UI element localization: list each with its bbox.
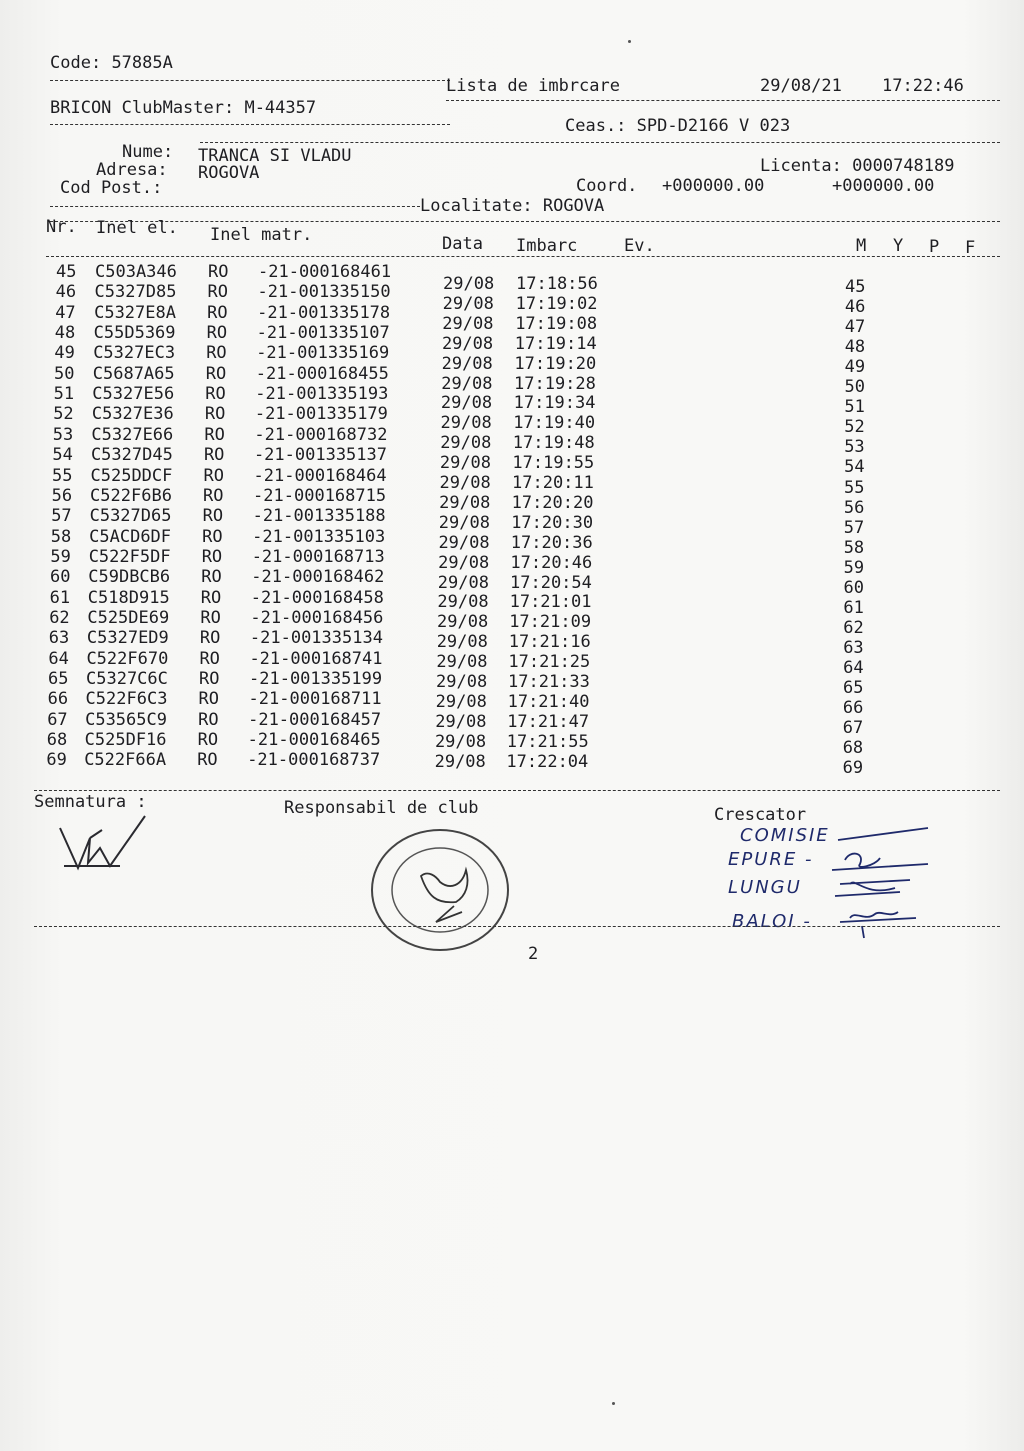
row-m: 55 (844, 477, 865, 498)
row-tara: RO (202, 526, 223, 547)
row-tara: RO (202, 506, 224, 527)
row-imbarc: 17:20:20 (511, 492, 594, 513)
divider (34, 790, 1000, 791)
program-name: BRICON ClubMaster: M-44357 (50, 98, 317, 118)
divider (46, 256, 1000, 257)
row-nr: 64 (48, 648, 69, 669)
row-data: 29/08 (436, 632, 488, 653)
row-nr: 62 (49, 607, 70, 628)
row-m: 61 (843, 597, 864, 618)
row-nr: 53 (52, 424, 74, 445)
row-inel-el: C522F6B6 (90, 485, 172, 506)
club-stamp (366, 826, 514, 956)
row-tara: RO (207, 282, 229, 303)
row-inel-el: C5ACD6DF (89, 526, 172, 547)
row-imbarc: 17:19:55 (512, 453, 595, 474)
col-f: F (965, 238, 976, 258)
row-m: 49 (844, 357, 866, 378)
row-tara: RO (206, 323, 228, 344)
row-m: 45 (845, 277, 866, 297)
row-nr: 52 (53, 404, 74, 425)
row-imbarc: 17:19:28 (514, 373, 596, 394)
row-data: 29/08 (441, 373, 493, 394)
row-imbarc: 17:18:56 (516, 274, 598, 294)
row-data: 29/08 (438, 552, 490, 573)
divider (50, 206, 420, 207)
row-m: 58 (843, 537, 865, 558)
row-inel-matr: -21-000168461 (258, 262, 392, 282)
row-inel-matr: -21-001335179 (254, 404, 388, 425)
coord-x: +000000.00 (662, 176, 765, 196)
table-row (0, 648, 1024, 678)
licenta-value: 0000748189 (852, 156, 955, 176)
row-inel-el: C522F66A (84, 750, 167, 771)
row-m: 57 (843, 517, 865, 538)
localitate-line (420, 196, 604, 216)
row-imbarc: 17:20:36 (510, 532, 593, 553)
row-inel-matr: -21-001335107 (256, 323, 390, 344)
row-imbarc: 17:21:09 (509, 612, 592, 633)
row-m: 67 (842, 718, 864, 739)
row-inel-matr: -21-001335188 (252, 506, 386, 527)
col-y: Y (893, 236, 904, 256)
row-tara: RO (198, 709, 219, 730)
row-inel-matr: -21-000168464 (253, 465, 387, 486)
row-inel-matr: -21-000168456 (250, 607, 384, 628)
row-nr: 65 (48, 669, 69, 689)
row-data: 29/08 (440, 413, 492, 434)
row-imbarc: 17:20:54 (510, 572, 592, 593)
row-imbarc: 17:20:30 (511, 512, 594, 533)
paper-speck (612, 1402, 615, 1405)
row-m: 51 (844, 397, 865, 418)
adresa-label: Adresa: (96, 160, 168, 180)
row-nr: 45 (56, 262, 77, 282)
row-tara: RO (206, 343, 227, 364)
row-tara: RO (203, 445, 225, 466)
table-row (0, 669, 1024, 698)
divider (50, 80, 450, 81)
row-data: 29/08 (441, 333, 494, 354)
row-nr: 57 (51, 506, 72, 527)
row-nr: 69 (46, 750, 67, 771)
row-nr: 49 (54, 343, 75, 364)
col-inel-el: Inel el. (96, 218, 178, 238)
row-inel-matr: -21-000168713 (251, 546, 385, 567)
row-inel-el: C522F5DF (88, 546, 171, 567)
row-data: 29/08 (435, 691, 487, 712)
row-tara: RO (200, 607, 221, 628)
col-nr: Nr. (46, 217, 77, 237)
row-data: 29/08 (438, 512, 490, 533)
row-data: 29/08 (437, 612, 489, 633)
row-inel-el: C53565C9 (85, 709, 167, 730)
row-data: 29/08 (442, 293, 494, 314)
row-inel-matr: -21-000168457 (248, 709, 382, 730)
code-label: Code: (50, 53, 102, 73)
row-tara: RO (207, 302, 228, 323)
row-nr: 46 (55, 282, 77, 303)
row-data: 29/08 (439, 453, 492, 474)
ceas-line (565, 116, 790, 136)
coord-y: +000000.00 (832, 176, 935, 196)
divider (34, 926, 1000, 927)
licenta-label: Licenta: (760, 156, 842, 176)
row-imbarc: 17:19:40 (513, 413, 596, 434)
row-data: 29/08 (438, 532, 490, 553)
divider (50, 221, 1000, 222)
row-tara: RO (199, 669, 220, 689)
cod-post-label: Cod Post.: (60, 178, 163, 198)
code-line (50, 53, 173, 73)
row-tara: RO (204, 404, 226, 425)
row-m: 47 (844, 317, 866, 338)
row-m: 48 (844, 337, 866, 358)
row-nr: 68 (46, 730, 68, 751)
row-inel-el: C5687A65 (92, 363, 175, 384)
table-row (0, 628, 1024, 658)
row-nr: 51 (53, 384, 75, 405)
row-imbarc: 17:22:04 (506, 751, 589, 772)
row-data: 29/08 (436, 672, 488, 692)
row-inel-el: C5327EC3 (93, 343, 176, 364)
row-inel-el: C5327E8A (94, 302, 176, 323)
row-nr: 60 (50, 567, 71, 588)
row-inel-matr: -21-000168458 (250, 587, 384, 608)
signature-scribble (50, 808, 160, 878)
row-m: 68 (842, 738, 864, 759)
row-nr: 61 (49, 587, 71, 608)
row-nr: 66 (47, 689, 69, 710)
row-inel-matr: -21-001335103 (252, 526, 386, 547)
divider (50, 124, 450, 125)
divider (446, 100, 1000, 101)
crescator-label: Crescator (714, 805, 807, 825)
nume-label: Nume: (122, 142, 174, 162)
row-nr: 55 (52, 465, 73, 486)
commission-signatures (820, 822, 940, 942)
row-inel-matr: -21-001335150 (257, 282, 391, 303)
row-data: 29/08 (441, 353, 493, 374)
row-nr: 59 (50, 546, 71, 567)
row-inel-el: C5327E36 (91, 404, 174, 425)
row-m: 66 (842, 698, 864, 719)
row-tara: RO (205, 363, 227, 384)
row-data: 29/08 (440, 393, 493, 414)
row-nr: 48 (54, 323, 76, 344)
ceas-value: SPD-D2166 V 023 (636, 116, 791, 136)
table-row (0, 709, 1024, 739)
row-nr: 47 (55, 302, 76, 323)
row-nr: 67 (47, 709, 68, 730)
stamp-text (380, 962, 403, 982)
row-data: 29/08 (437, 592, 489, 613)
handwritten-baloi: BALOI - (732, 911, 812, 932)
row-inel-matr: -21-000168737 (247, 750, 381, 771)
row-inel-matr: -21-000168711 (248, 689, 382, 710)
row-nr: 56 (51, 485, 73, 506)
col-imbarc: Imbarc (516, 236, 578, 256)
row-tara: RO (208, 262, 229, 282)
semnatura-label: Semnatura : (34, 792, 147, 812)
row-data: 29/08 (443, 274, 495, 294)
row-m: 56 (843, 497, 865, 518)
row-nr: 58 (50, 526, 72, 547)
localitate-label: Localitate: (420, 196, 533, 216)
row-inel-matr: -21-000168462 (251, 567, 385, 588)
row-inel-el: C55D5369 (93, 323, 176, 344)
col-p: P (929, 237, 940, 257)
row-m: 53 (844, 437, 865, 458)
row-data: 29/08 (439, 473, 491, 493)
row-imbarc: 17:21:25 (508, 652, 591, 673)
row-inel-matr: -21-001335169 (256, 343, 390, 364)
localitate-value: ROGOVA (542, 196, 605, 216)
row-tara: RO (204, 424, 225, 445)
row-inel-matr: -21-000168455 (255, 363, 389, 384)
row-inel-el: C5327ED9 (86, 628, 169, 649)
row-imbarc: 17:21:55 (506, 731, 589, 752)
row-inel-el: C5327E66 (91, 424, 174, 445)
row-nr: 63 (48, 628, 70, 649)
table-row (0, 689, 1024, 719)
col-m: M (856, 236, 867, 256)
col-data: Data (442, 234, 483, 254)
row-inel-matr: -21-001335178 (257, 302, 391, 323)
divider (200, 142, 1000, 143)
row-nr: 50 (54, 363, 75, 384)
ceas-label: Ceas.: (565, 116, 627, 136)
row-inel-el: C5327E56 (92, 384, 175, 405)
row-imbarc: 17:21:01 (509, 592, 592, 613)
row-tara: RO (199, 628, 221, 649)
row-m: 54 (844, 457, 865, 478)
row-m: 50 (844, 377, 865, 398)
row-inel-el: C522F6C3 (85, 689, 168, 710)
row-imbarc: 17:20:46 (510, 552, 593, 573)
row-inel-matr: -21-000168741 (249, 648, 383, 669)
row-data: 29/08 (434, 751, 486, 772)
table-row (0, 730, 1024, 759)
row-inel-el: C5327C6C (86, 669, 168, 689)
row-inel-matr: -21-001335199 (249, 669, 383, 689)
row-imbarc: 17:19:20 (514, 353, 597, 374)
row-imbarc: 17:20:11 (512, 473, 594, 493)
row-inel-matr: -21-001335193 (255, 384, 389, 405)
row-inel-el: C5327D45 (90, 445, 173, 466)
row-m: 69 (842, 758, 864, 779)
responsabil-label: Responsabil de club (284, 798, 479, 818)
row-data: 29/08 (434, 731, 487, 752)
row-inel-matr: -21-001335137 (253, 445, 387, 466)
row-m: 59 (843, 557, 865, 578)
table-row (0, 750, 1024, 779)
row-tara: RO (197, 750, 218, 771)
row-tara: RO (203, 485, 224, 506)
row-inel-el: C503A346 (95, 262, 177, 282)
row-inel-el: C5327D85 (94, 282, 177, 303)
row-imbarc: 17:21:16 (508, 632, 591, 653)
row-tara: RO (203, 465, 224, 486)
row-inel-matr: -21-000168732 (254, 424, 388, 445)
handwritten-epure: EPURE - (728, 849, 814, 870)
row-inel-el: C59DBCB6 (88, 567, 171, 588)
row-m: 63 (843, 637, 864, 658)
col-ev: Ev. (624, 236, 655, 256)
row-imbarc: 17:19:48 (512, 433, 595, 454)
row-imbarc: 17:21:33 (508, 672, 590, 692)
row-data: 29/08 (440, 433, 492, 454)
row-inel-el: C525DE69 (87, 607, 170, 628)
row-data: 29/08 (437, 572, 489, 593)
row-m: 64 (843, 657, 864, 678)
page-number: 2 (528, 944, 539, 964)
licenta-line (760, 156, 955, 176)
adresa-value: ROGOVA (198, 163, 260, 183)
row-m: 60 (843, 577, 864, 598)
row-inel-el: C525DDCF (90, 465, 173, 486)
row-tara: RO (198, 689, 220, 710)
row-data: 29/08 (436, 652, 488, 673)
row-tara: RO (201, 546, 223, 567)
print-time: 17:22:46 (882, 76, 964, 96)
row-imbarc: 17:21:40 (507, 691, 590, 712)
handwritten-comisie: COMISIE (740, 825, 830, 846)
row-m: 46 (844, 297, 866, 318)
row-m: 52 (844, 417, 865, 438)
code-value: 57885A (111, 53, 173, 73)
row-inel-el: C522F670 (86, 648, 169, 669)
row-inel-matr: -21-000168715 (253, 485, 387, 506)
row-data: 29/08 (439, 492, 491, 513)
row-inel-el: C525DF16 (84, 730, 167, 751)
row-tara: RO (197, 730, 219, 751)
row-inel-el: C518D915 (87, 587, 170, 608)
list-title: Lista de imbrcare (446, 76, 620, 96)
row-tara: RO (200, 587, 222, 608)
row-inel-matr: -21-000168465 (247, 730, 381, 751)
coord-label: Coord. (576, 176, 638, 196)
row-tara: RO (205, 384, 226, 405)
row-m: 65 (843, 678, 864, 698)
handwritten-lungu: LUNGU (728, 877, 802, 898)
row-data: 29/08 (435, 711, 487, 732)
row-tara: RO (199, 648, 220, 669)
row-imbarc: 17:21:47 (507, 711, 590, 732)
row-imbarc: 17:19:02 (515, 293, 598, 314)
row-tara: RO (201, 567, 222, 588)
row-nr: 54 (52, 445, 73, 466)
row-imbarc: 17:19:34 (513, 393, 596, 414)
row-m: 62 (843, 617, 864, 638)
row-inel-el: C5327D65 (89, 506, 172, 527)
print-date: 29/08/21 (760, 76, 842, 96)
row-data: 29/08 (442, 313, 494, 334)
nume-value: TRANCA SI VLADU (198, 146, 352, 166)
col-inel-matr: Inel matr. (210, 225, 313, 245)
row-imbarc: 17:19:08 (515, 313, 598, 334)
paper-speck (628, 40, 631, 43)
row-imbarc: 17:19:14 (514, 333, 597, 354)
row-inel-matr: -21-001335134 (249, 628, 383, 649)
